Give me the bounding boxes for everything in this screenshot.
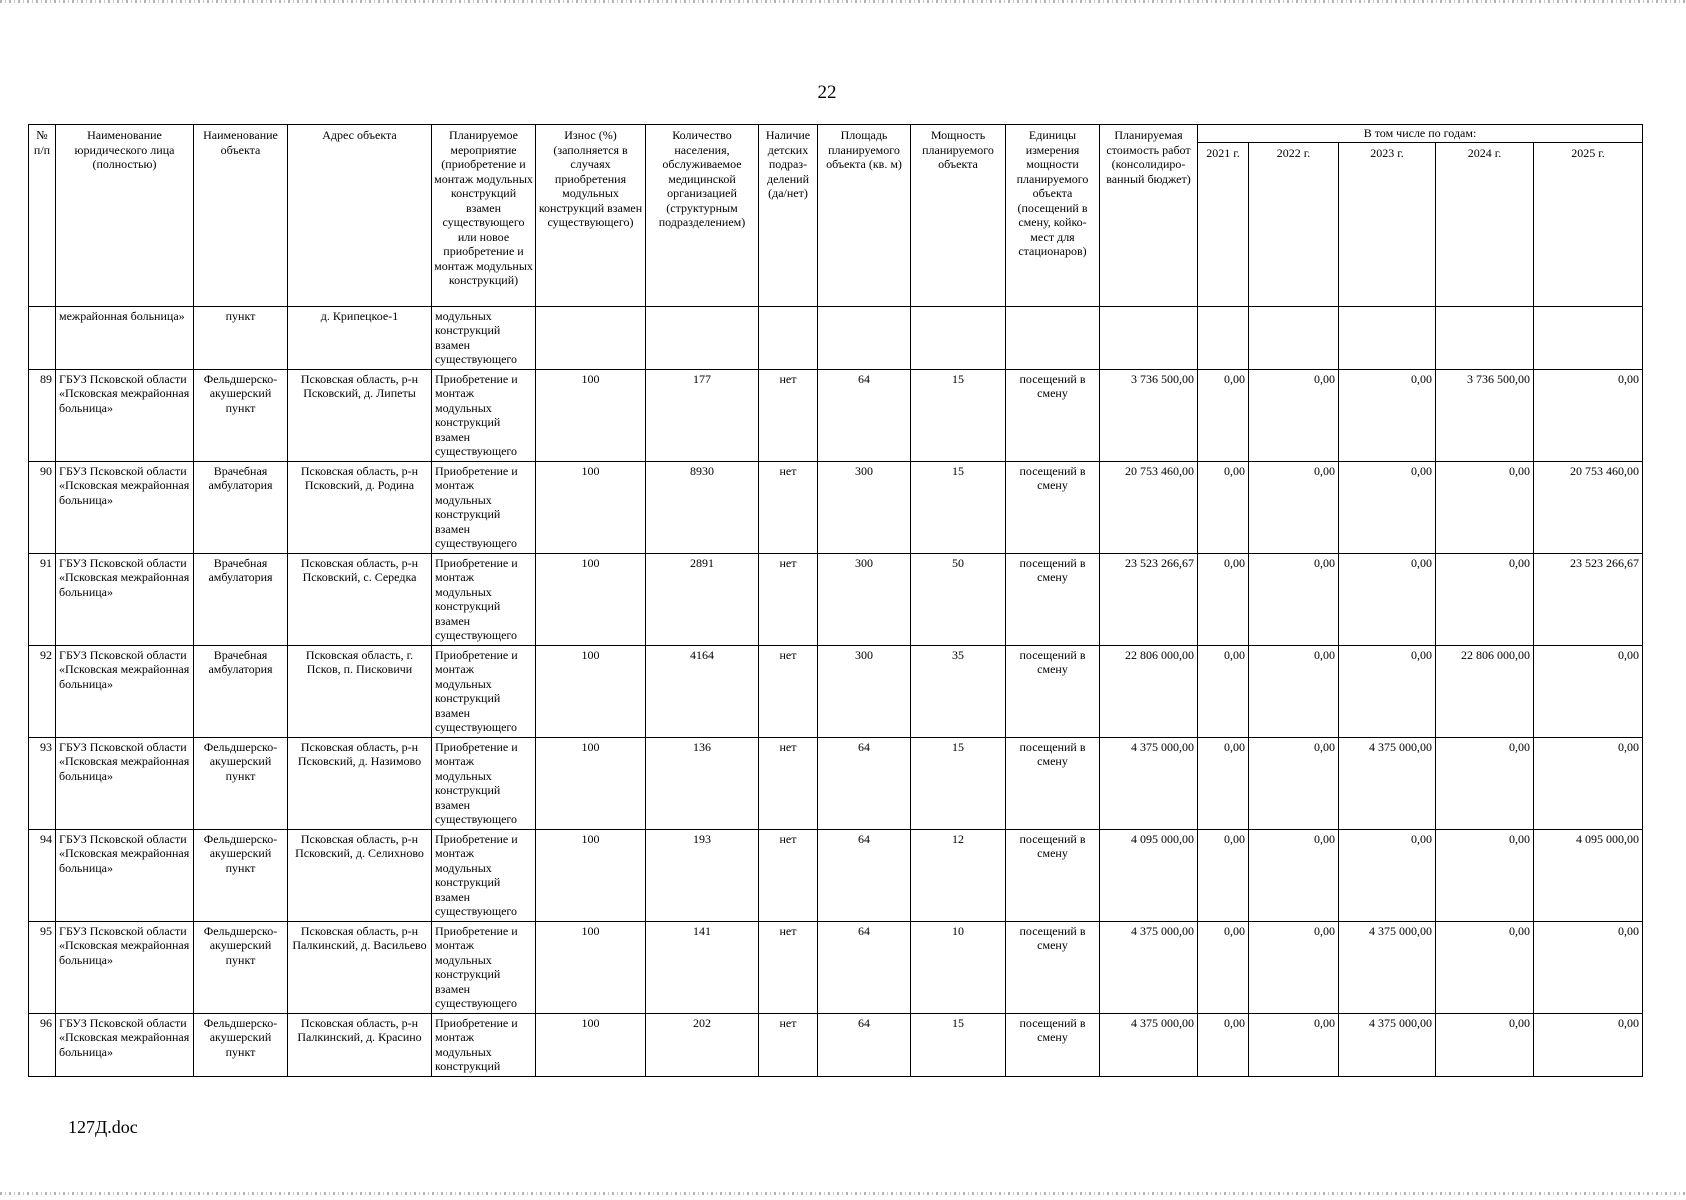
cell-object-name: Фельдшерско-акушерский пункт <box>194 829 288 921</box>
header-planned-event: Планируемое мероприятие (приобретение и монтаж модульных конструкций взамен существующего или новое приобретение и монтаж модульных конструкций) <box>432 125 536 307</box>
cell-object-name: пункт <box>194 306 288 369</box>
cell-2024 <box>1436 306 1534 369</box>
cell-2021 <box>1198 306 1249 369</box>
cell-wear: 100 <box>536 553 646 645</box>
header-population: Количество населения, обслуживаемое медицинской организацией (структурным подразделением) <box>646 125 759 307</box>
table-row <box>29 737 1643 829</box>
cell-address: Псковская область, р-н Псковский, с. Середка <box>288 553 432 645</box>
cell-address: Псковская область, р-н Псковский, д. Родина <box>288 461 432 553</box>
cell-2025: 0,00 <box>1534 921 1643 1013</box>
cell-children: нет <box>759 553 818 645</box>
cell-2022: 0,00 <box>1249 369 1339 461</box>
cell-2022 <box>1249 306 1339 369</box>
header-year-2025: 2025 г. <box>1534 142 1643 306</box>
header-object-name: Наименование объекта <box>194 125 288 307</box>
cell-2021: 0,00 <box>1198 645 1249 737</box>
cell-2022: 0,00 <box>1249 829 1339 921</box>
table-row <box>29 553 1643 645</box>
cell-wear: 100 <box>536 829 646 921</box>
cell-population: 136 <box>646 737 759 829</box>
cell-children: нет <box>759 737 818 829</box>
cell-2025: 0,00 <box>1534 369 1643 461</box>
cell-2024: 3 736 500,00 <box>1436 369 1534 461</box>
cell-children: нет <box>759 369 818 461</box>
cell-wear: 100 <box>536 461 646 553</box>
cell-address: Псковская область, р-н Палкинский, д. Красино <box>288 1013 432 1076</box>
cell-2021: 0,00 <box>1198 553 1249 645</box>
cell-cost: 3 736 500,00 <box>1100 369 1198 461</box>
cell-2023: 0,00 <box>1339 461 1436 553</box>
footer-doc-name: 127Д.doc <box>68 1117 138 1137</box>
cell-population: 2891 <box>646 553 759 645</box>
scan-edge-bottom <box>0 1192 1686 1195</box>
cell-wear <box>536 306 646 369</box>
cell-children <box>759 306 818 369</box>
cell-units: посещений в смену <box>1006 461 1100 553</box>
cell-units: посещений в смену <box>1006 829 1100 921</box>
cell-object-name: Фельдшерско-акушерский пункт <box>194 921 288 1013</box>
cell-2022: 0,00 <box>1249 737 1339 829</box>
cell-2025 <box>1534 306 1643 369</box>
cell-address: Псковская область, р-н Псковский, д. Назимово <box>288 737 432 829</box>
header-year-2023: 2023 г. <box>1339 142 1436 306</box>
cell-wear: 100 <box>536 737 646 829</box>
cell-object-name: Врачебная амбулатория <box>194 553 288 645</box>
cell-2025: 4 095 000,00 <box>1534 829 1643 921</box>
cell-planned-event: Приобретение и монтаж модульных конструкций взамен существующего <box>432 829 536 921</box>
cell-num: 93 <box>29 737 56 829</box>
cell-num: 91 <box>29 553 56 645</box>
cell-address: Псковская область, р-н Псковский, д. Липеты <box>288 369 432 461</box>
cell-wear: 100 <box>536 1013 646 1076</box>
header-capacity: Мощность планируемого объекта <box>911 125 1006 307</box>
cell-cost: 4 375 000,00 <box>1100 1013 1198 1076</box>
cell-object-name: Фельдшерско-акушерский пункт <box>194 1013 288 1076</box>
cell-wear: 100 <box>536 645 646 737</box>
investment-table <box>28 124 1643 1077</box>
cell-children: нет <box>759 829 818 921</box>
cell-2022: 0,00 <box>1249 1013 1339 1076</box>
table-row <box>29 921 1643 1013</box>
cell-2025: 23 523 266,67 <box>1534 553 1643 645</box>
cell-cost: 23 523 266,67 <box>1100 553 1198 645</box>
cell-capacity <box>911 306 1006 369</box>
header-address: Адрес объекта <box>288 125 432 307</box>
cell-address: Псковская область, г. Псков, п. Писковичи <box>288 645 432 737</box>
cell-address: Псковская область, р-н Палкинский, д. Васильево <box>288 921 432 1013</box>
cell-population: 177 <box>646 369 759 461</box>
header-units: Единицы измерения мощности планируемого объекта (посещений в смену, койко-мест для стационаров) <box>1006 125 1100 307</box>
cell-units: посещений в смену <box>1006 737 1100 829</box>
cell-planned-event: Приобретение и монтаж модульных конструкций взамен существующего <box>432 921 536 1013</box>
header-by-years: В том числе по годам: <box>1198 125 1643 143</box>
cell-area: 64 <box>818 1013 911 1076</box>
cell-2021: 0,00 <box>1198 921 1249 1013</box>
cell-num <box>29 306 56 369</box>
cell-legal-name: ГБУЗ Псковской области «Псковская межрайонная больница» <box>56 737 194 829</box>
cell-planned-event: модульных конструкций взамен существующего <box>432 306 536 369</box>
cell-capacity: 15 <box>911 369 1006 461</box>
cell-2023: 4 375 000,00 <box>1339 737 1436 829</box>
cell-cost: 22 806 000,00 <box>1100 645 1198 737</box>
cell-capacity: 12 <box>911 829 1006 921</box>
cell-cost: 4 095 000,00 <box>1100 829 1198 921</box>
page-number: 22 <box>817 82 837 103</box>
cell-2022: 0,00 <box>1249 461 1339 553</box>
cell-legal-name: ГБУЗ Псковской области «Псковская межрайонная больница» <box>56 829 194 921</box>
cell-2023: 0,00 <box>1339 369 1436 461</box>
cell-population: 141 <box>646 921 759 1013</box>
cell-population: 202 <box>646 1013 759 1076</box>
cell-2025: 20 753 460,00 <box>1534 461 1643 553</box>
cell-2021: 0,00 <box>1198 461 1249 553</box>
cell-planned-event: Приобретение и монтаж модульных конструкций <box>432 1013 536 1076</box>
cell-capacity: 10 <box>911 921 1006 1013</box>
continuation-row <box>29 306 1643 369</box>
cell-num: 94 <box>29 829 56 921</box>
cell-num: 96 <box>29 1013 56 1076</box>
cell-2023 <box>1339 306 1436 369</box>
cell-units: посещений в смену <box>1006 553 1100 645</box>
cell-legal-name: ГБУЗ Псковской области «Псковская межрайонная больница» <box>56 1013 194 1076</box>
cell-2023: 0,00 <box>1339 553 1436 645</box>
cell-population: 193 <box>646 829 759 921</box>
cell-2021: 0,00 <box>1198 1013 1249 1076</box>
cell-area: 300 <box>818 645 911 737</box>
cell-cost: 4 375 000,00 <box>1100 737 1198 829</box>
cell-2024: 0,00 <box>1436 921 1534 1013</box>
cell-legal-name: ГБУЗ Псковской области «Псковская межрайонная больница» <box>56 461 194 553</box>
cell-2021: 0,00 <box>1198 737 1249 829</box>
header-year-2022: 2022 г. <box>1249 142 1339 306</box>
cell-cost: 20 753 460,00 <box>1100 461 1198 553</box>
cell-units: посещений в смену <box>1006 645 1100 737</box>
cell-address: Псковская область, р-н Псковский, д. Селихново <box>288 829 432 921</box>
cell-legal-name: ГБУЗ Псковской области «Псковская межрайонная больница» <box>56 369 194 461</box>
cell-2022: 0,00 <box>1249 921 1339 1013</box>
cell-2024: 0,00 <box>1436 737 1534 829</box>
cell-cost: 4 375 000,00 <box>1100 921 1198 1013</box>
cell-2023: 0,00 <box>1339 829 1436 921</box>
cell-area: 300 <box>818 553 911 645</box>
table-row <box>29 1013 1643 1076</box>
cell-num: 89 <box>29 369 56 461</box>
table-row <box>29 829 1643 921</box>
cell-2024: 0,00 <box>1436 553 1534 645</box>
cell-population: 4164 <box>646 645 759 737</box>
cell-object-name: Врачебная амбулатория <box>194 461 288 553</box>
cell-cost <box>1100 306 1198 369</box>
cell-planned-event: Приобретение и монтаж модульных конструкций взамен существующего <box>432 645 536 737</box>
cell-area: 64 <box>818 737 911 829</box>
table-header <box>29 125 1643 307</box>
header-cost: Планируемая стоимость работ (консолидиро- ванный бюджет) <box>1100 125 1198 307</box>
cell-children: нет <box>759 921 818 1013</box>
cell-planned-event: Приобретение и монтаж модульных конструкций взамен существующего <box>432 737 536 829</box>
cell-area: 64 <box>818 921 911 1013</box>
cell-2025: 0,00 <box>1534 645 1643 737</box>
table-row <box>29 369 1643 461</box>
cell-object-name: Врачебная амбулатория <box>194 645 288 737</box>
cell-object-name: Фельдшерско-акушерский пункт <box>194 369 288 461</box>
cell-children: нет <box>759 461 818 553</box>
cell-population: 8930 <box>646 461 759 553</box>
cell-area <box>818 306 911 369</box>
cell-capacity: 15 <box>911 461 1006 553</box>
scan-edge-top <box>0 0 1686 3</box>
cell-planned-event: Приобретение и монтаж модульных конструкций взамен существующего <box>432 461 536 553</box>
cell-wear: 100 <box>536 921 646 1013</box>
header-year-2021: 2021 г. <box>1198 142 1249 306</box>
header-legal-name: Наименование юридического лица (полностью) <box>56 125 194 307</box>
cell-num: 95 <box>29 921 56 1013</box>
cell-area: 64 <box>818 829 911 921</box>
cell-legal-name: ГБУЗ Псковской области «Псковская межрайонная больница» <box>56 553 194 645</box>
cell-2025: 0,00 <box>1534 737 1643 829</box>
header-children: Наличие детских подраз- делений (да/нет) <box>759 125 818 307</box>
cell-address: д. Крипецкое-1 <box>288 306 432 369</box>
cell-2022: 0,00 <box>1249 553 1339 645</box>
cell-planned-event: Приобретение и монтаж модульных конструкций взамен существующего <box>432 553 536 645</box>
cell-wear: 100 <box>536 369 646 461</box>
cell-area: 300 <box>818 461 911 553</box>
cell-planned-event: Приобретение и монтаж модульных конструкций взамен существующего <box>432 369 536 461</box>
cell-2024: 22 806 000,00 <box>1436 645 1534 737</box>
cell-2024: 0,00 <box>1436 1013 1534 1076</box>
cell-2022: 0,00 <box>1249 645 1339 737</box>
cell-capacity: 15 <box>911 1013 1006 1076</box>
cell-legal-name: ГБУЗ Псковской области «Псковская межрайонная больница» <box>56 921 194 1013</box>
cell-legal-name: ГБУЗ Псковской области «Псковская межрайонная больница» <box>56 645 194 737</box>
header-wear: Износ (%) (заполняется в случаях приобретения модульных конструкций взамен существующего) <box>536 125 646 307</box>
cell-capacity: 15 <box>911 737 1006 829</box>
header-year-2024: 2024 г. <box>1436 142 1534 306</box>
cell-num: 92 <box>29 645 56 737</box>
table-row <box>29 645 1643 737</box>
cell-capacity: 35 <box>911 645 1006 737</box>
cell-capacity: 50 <box>911 553 1006 645</box>
cell-object-name: Фельдшерско-акушерский пункт <box>194 737 288 829</box>
header-num: № п/п <box>29 125 56 307</box>
cell-units <box>1006 306 1100 369</box>
cell-2021: 0,00 <box>1198 829 1249 921</box>
table-row <box>29 461 1643 553</box>
cell-units: посещений в смену <box>1006 921 1100 1013</box>
cell-2021: 0,00 <box>1198 369 1249 461</box>
cell-population <box>646 306 759 369</box>
cell-2025: 0,00 <box>1534 1013 1643 1076</box>
cell-2024: 0,00 <box>1436 829 1534 921</box>
cell-2024: 0,00 <box>1436 461 1534 553</box>
cell-children: нет <box>759 1013 818 1076</box>
cell-units: посещений в смену <box>1006 1013 1100 1076</box>
cell-num: 90 <box>29 461 56 553</box>
table-body <box>29 306 1643 1076</box>
cell-2023: 4 375 000,00 <box>1339 1013 1436 1076</box>
cell-area: 64 <box>818 369 911 461</box>
cell-children: нет <box>759 645 818 737</box>
cell-units: посещений в смену <box>1006 369 1100 461</box>
header-area: Площадь планируемого объекта (кв. м) <box>818 125 911 307</box>
cell-2023: 4 375 000,00 <box>1339 921 1436 1013</box>
cell-2023: 0,00 <box>1339 645 1436 737</box>
cell-legal-name: межрайонная больница» <box>56 306 194 369</box>
